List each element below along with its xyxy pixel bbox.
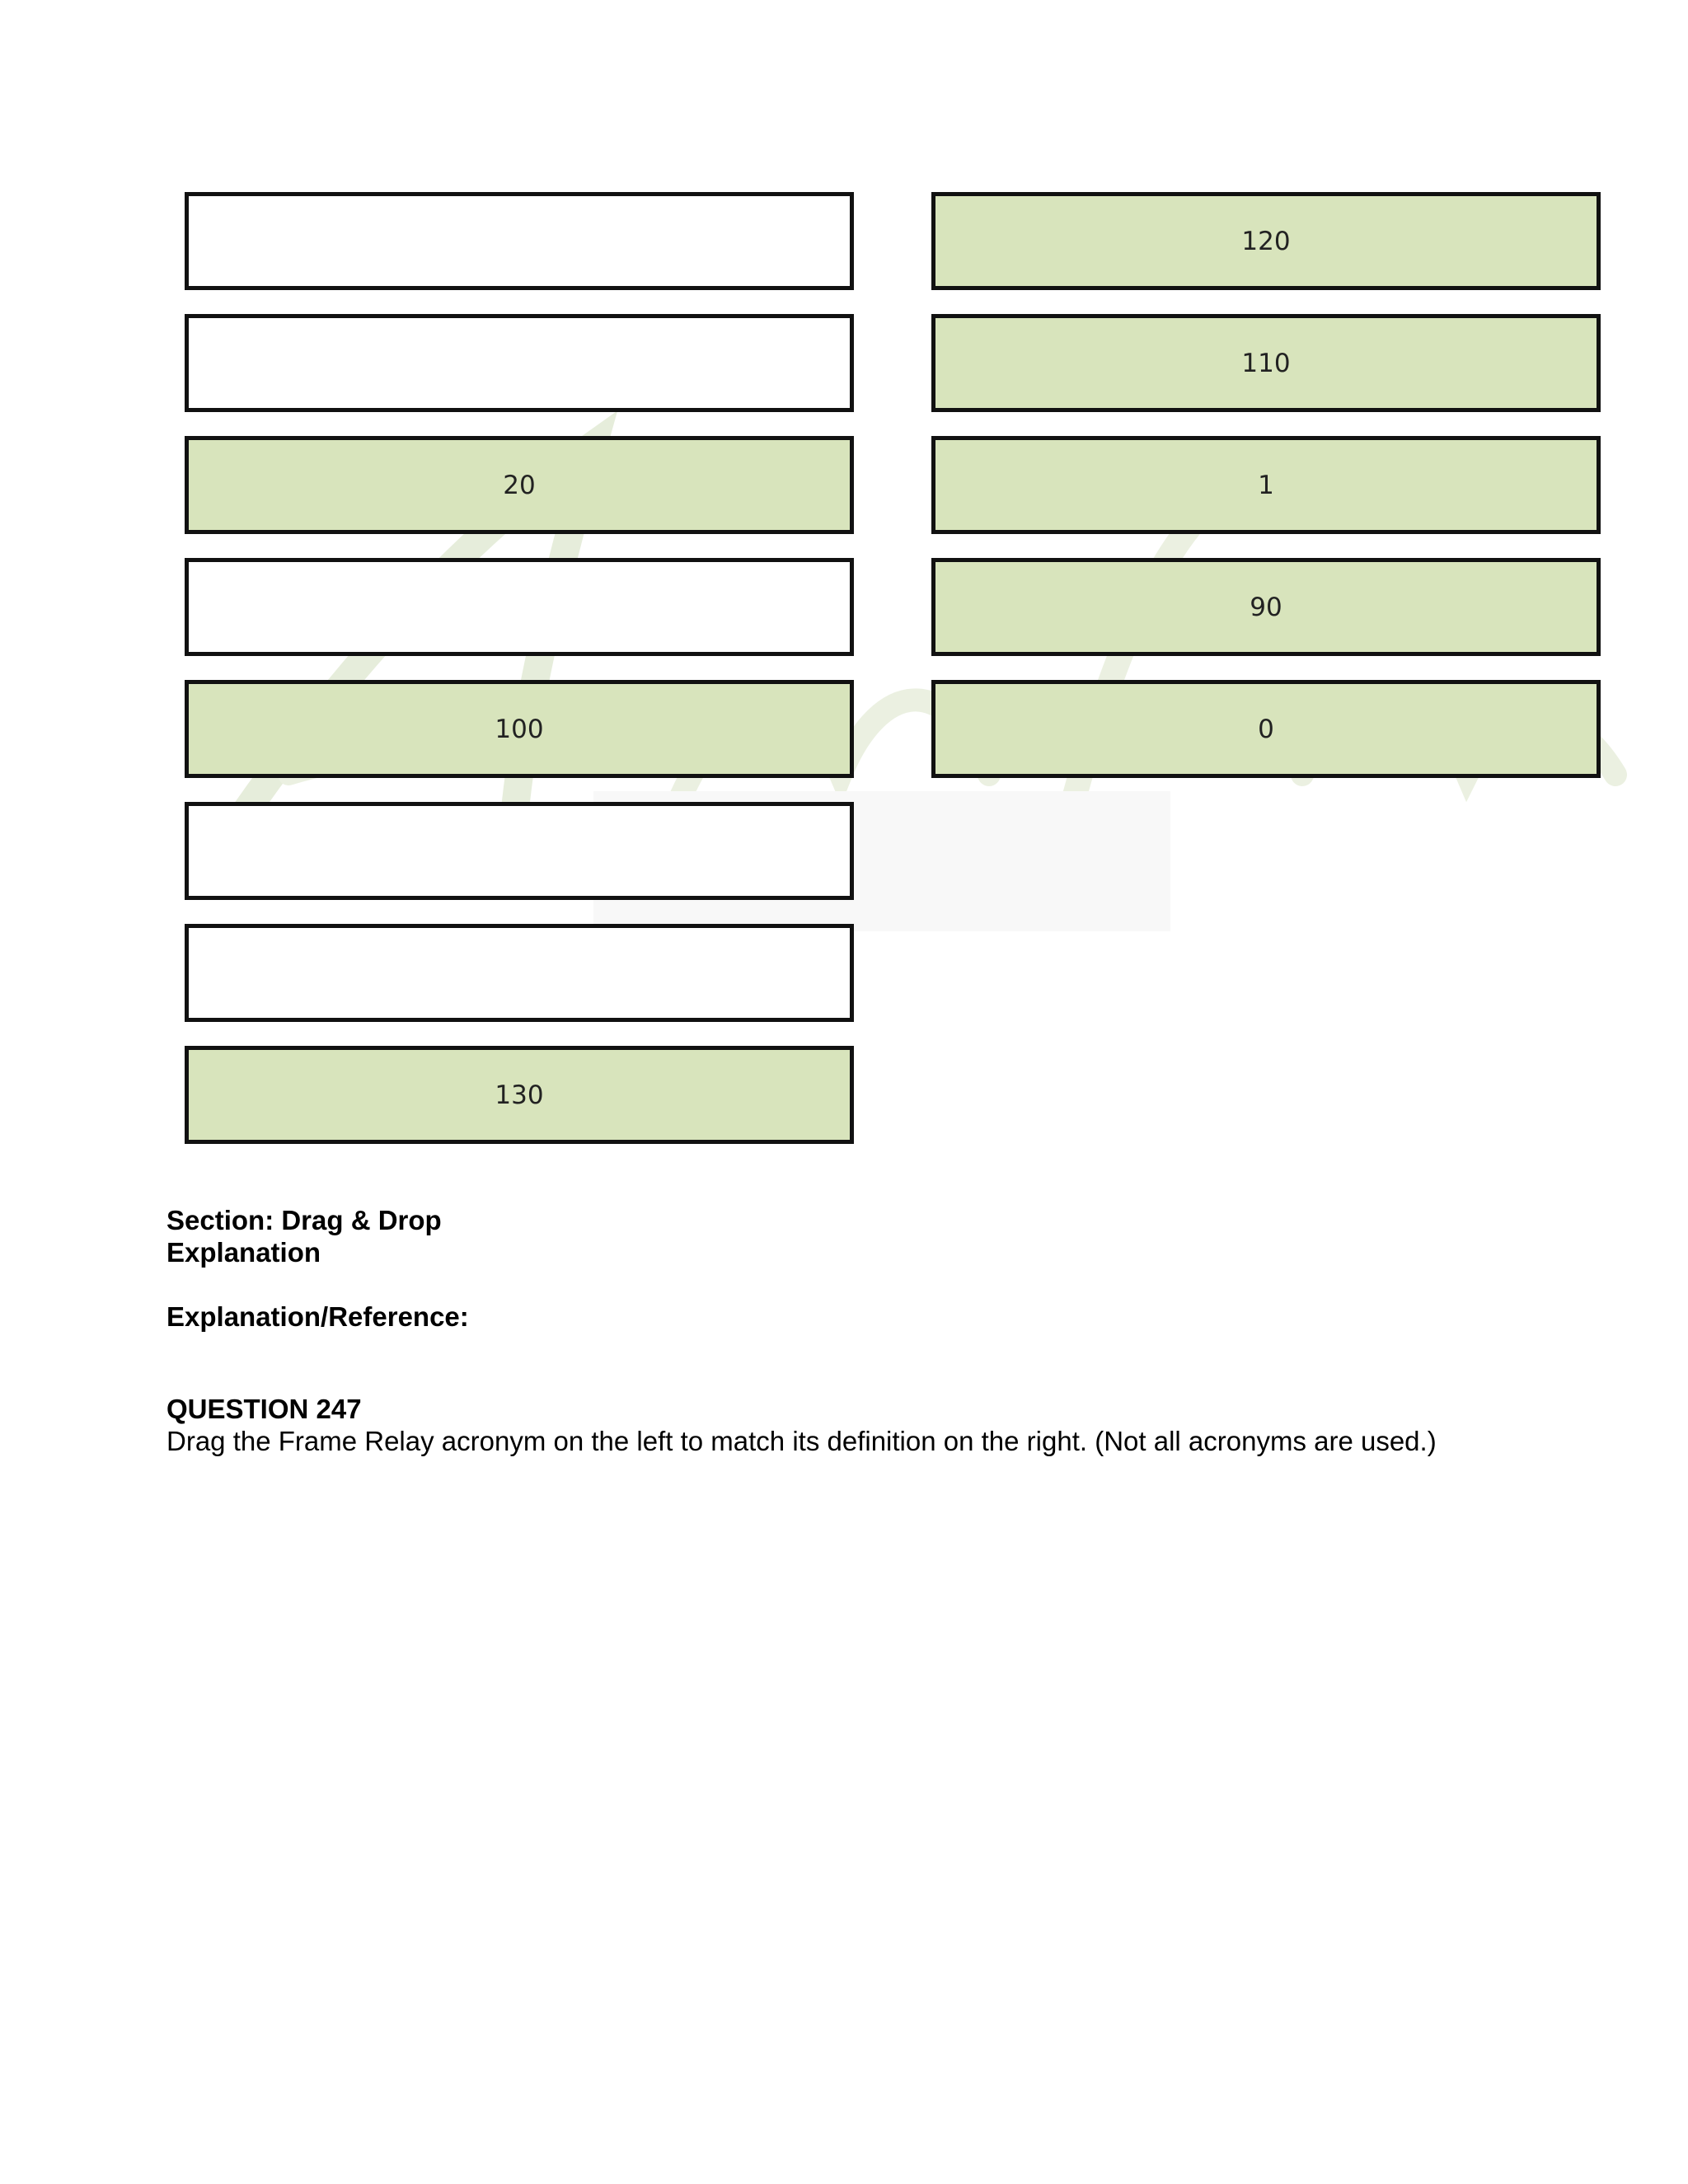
drop-box-label: 20 — [503, 470, 536, 500]
question-number: QUESTION 247 — [166, 1394, 362, 1424]
drag-box-label: 120 — [1241, 226, 1291, 256]
drop-box-left-8[interactable] — [185, 1046, 854, 1144]
drag-box-label: 1 — [1258, 470, 1274, 500]
drag-box-label: 110 — [1241, 348, 1291, 378]
drop-box-left-6[interactable] — [185, 802, 854, 900]
drag-box-label: 0 — [1258, 714, 1274, 744]
definition-column — [931, 192, 1601, 802]
drop-box-left-3[interactable] — [185, 436, 854, 534]
drop-box-left-1[interactable] — [185, 192, 854, 290]
drag-box-right-1[interactable] — [931, 192, 1601, 290]
drag-box-right-2[interactable] — [931, 314, 1601, 412]
drop-box-left-7[interactable] — [185, 924, 854, 1022]
question-text: Drag the Frame Relay acronym on the left to match its definition on the right. (Not all acronyms are used.) — [166, 1426, 1437, 1456]
drop-box-left-2[interactable] — [185, 314, 854, 412]
section-label: Section: Drag & Drop — [166, 1205, 442, 1235]
explanation-label: Explanation — [166, 1237, 321, 1268]
drag-box-label: 90 — [1250, 592, 1282, 622]
section-info — [166, 1204, 469, 1333]
question-block — [166, 1393, 1437, 1457]
drag-box-right-4[interactable] — [931, 558, 1601, 656]
drag-box-right-5[interactable] — [931, 680, 1601, 778]
drop-box-label: 100 — [495, 714, 544, 744]
drop-box-left-4[interactable] — [185, 558, 854, 656]
explanation-reference-label: Explanation/Reference: — [166, 1301, 469, 1332]
drop-box-left-5[interactable] — [185, 680, 854, 778]
acronym-column — [185, 192, 854, 1168]
drop-box-label: 130 — [495, 1080, 544, 1110]
drag-box-right-3[interactable] — [931, 436, 1601, 534]
